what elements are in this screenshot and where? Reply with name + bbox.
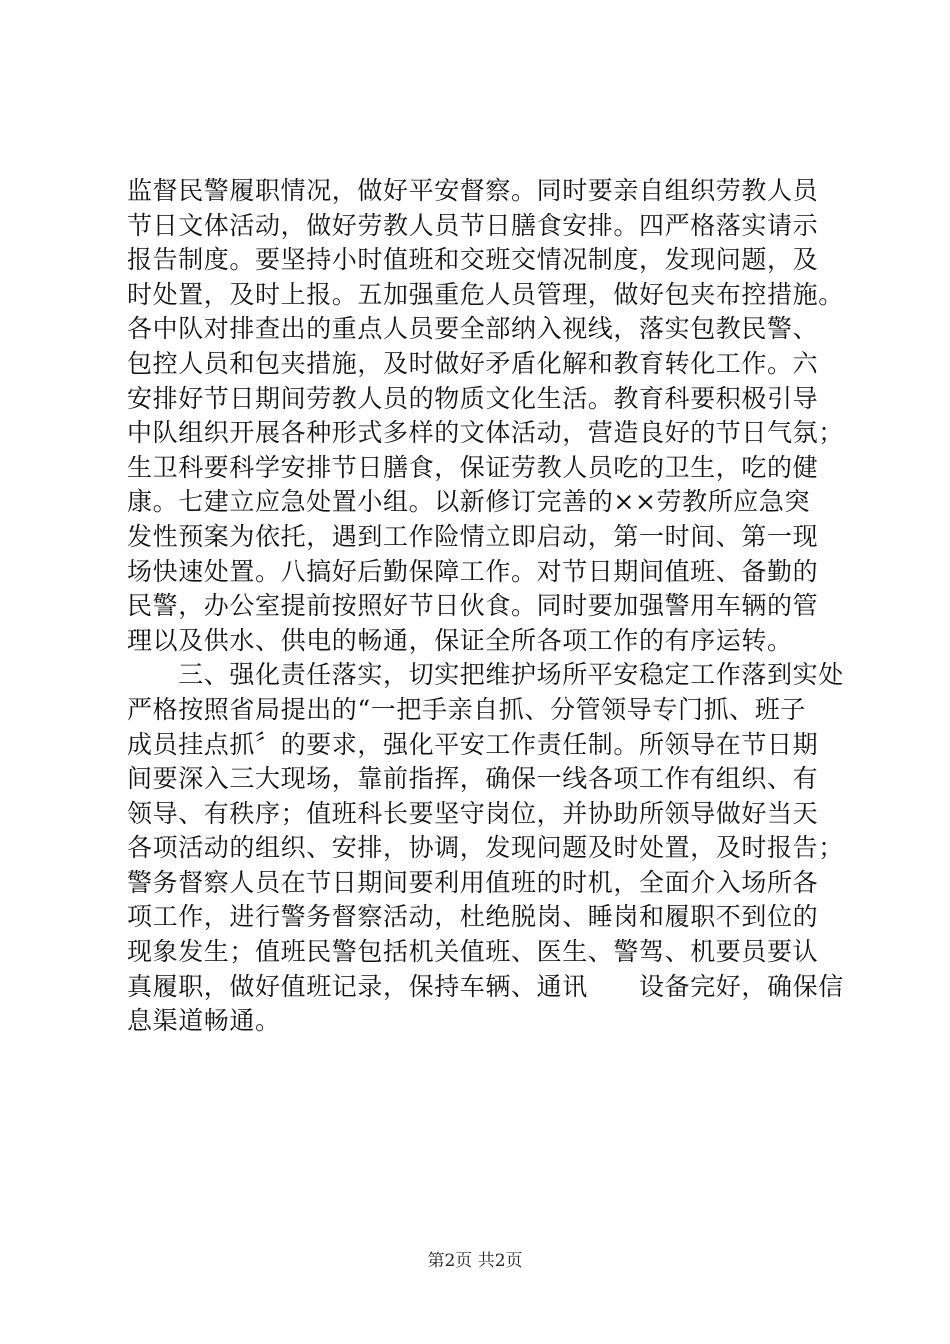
section-heading-line: 三、强化责任落实，切实把维护场所平安稳定工作落到实处	[127, 660, 844, 690]
page-number-footer: 第2页 共2页	[427, 1251, 523, 1271]
text-line: 中队组织开展各种形式多样的文体活动，营造良好的节日气氛；	[127, 418, 844, 448]
text-line: 间要深入三大现场，靠前指挥，确保一线各项工作有组织、有	[127, 764, 819, 794]
text-line: 包控人员和包夹措施，及时做好矛盾化解和教育转化工作。六	[127, 348, 819, 378]
text-line: 场快速处置。八搞好后勤保障工作。对节日期间值班、备勤的	[127, 556, 819, 586]
text-line: 严格按照省局提出的“一把手亲自抓、分管领导专门抓、班子	[127, 694, 806, 724]
text-line: 真履职，做好值班记录，保持车辆、通讯 设备完好，确保信	[127, 971, 844, 1001]
text-line: 现象发生；值班民警包括机关值班、医生、警驾、机要员要认	[127, 937, 819, 967]
text-line: 报告制度。要坚持小时值班和交班交情况制度，发现问题，及	[127, 245, 819, 275]
document-body	[127, 174, 847, 1039]
text-line: 项工作，进行警务督察活动，杜绝脱岗、睡岗和履职不到位的	[127, 902, 819, 932]
text-line: 节日文体活动，做好劳教人员节日膳食安排。四严格落实请示	[127, 210, 819, 240]
text-line: 发性预案为依托，遇到工作险情立即启动，第一时间、第一现	[127, 521, 819, 551]
text-line: 成员挂点抓〞的要求，强化平安工作责任制。所领导在节日期	[127, 729, 819, 759]
text-line: 各项活动的组织、安排，协调，发现问题及时处置，及时报告；	[127, 833, 844, 863]
text-line: 安排好节日期间劳教人员的物质文化生活。教育科要积极引导	[127, 383, 819, 413]
text-line: 领导、有秩序；值班科长要坚守岗位，并协助所领导做好当天	[127, 798, 819, 828]
text-line: 理以及供水、供电的畅通，保证全所各项工作的有序运转。	[127, 625, 793, 655]
text-line: 生卫科要科学安排节日膳食，保证劳教人员吃的卫生，吃的健	[127, 452, 819, 482]
text-line: 警务督察人员在节日期间要利用值班的时机，全面介入场所各	[127, 867, 819, 897]
text-line: 监督民警履职情况，做好平安督察。同时要亲自组织劳教人员	[127, 176, 819, 205]
text-line: 时处置，及时上报。五加强重危人员管理，做好包夹布控措施。	[127, 279, 844, 309]
text-line: 各中队对排查出的重点人员要全部纳入视线，落实包教民警、	[127, 314, 819, 344]
text-line: 息渠道畅通。	[127, 1006, 281, 1036]
text-line: 康。七建立应急处置小组。以新修订完善的××劳教所应急突	[127, 487, 811, 517]
text-line: 民警，办公室提前按照好节日伙食。同时要加强警用车辆的管	[127, 591, 819, 621]
